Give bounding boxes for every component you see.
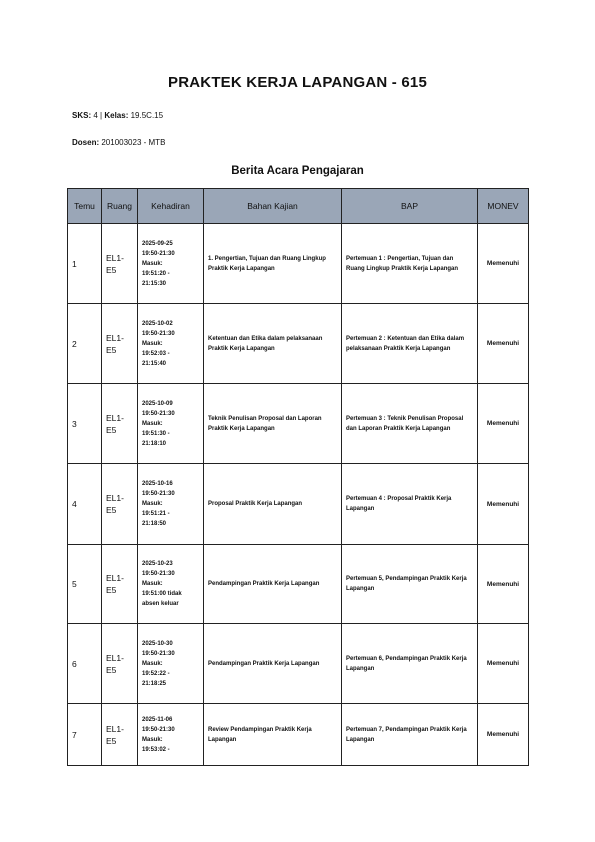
- kehadiran-line: Masuk:: [142, 420, 163, 427]
- cell-ruang: EL1-E5: [102, 304, 138, 384]
- cell-ruang: EL1-E5: [102, 224, 138, 304]
- cell-monev: Memenuhi: [478, 704, 529, 766]
- cell-temu: 3: [68, 384, 102, 464]
- kehadiran-line: 19:50-21:30: [142, 491, 175, 497]
- kehadiran-line: 19:51:30 -: [142, 430, 170, 437]
- dosen-label: Dosen:: [72, 138, 100, 147]
- kehadiran-line: absen keluar: [142, 601, 179, 607]
- cell-kehadiran: [138, 304, 204, 384]
- cell-bahan-kajian: [204, 464, 342, 545]
- lecturer-meta: [72, 138, 165, 147]
- cell-ruang: EL1-E5: [102, 545, 138, 624]
- cell-bahan-kajian: [204, 384, 342, 464]
- document-title: PRAKTEK KERJA LAPANGAN - 615: [168, 74, 427, 91]
- cell-kehadiran: [138, 384, 204, 464]
- cell-bap: [342, 304, 478, 384]
- table-row: [68, 384, 529, 464]
- cell-kehadiran: [138, 464, 204, 545]
- teaching-record-table: [67, 188, 529, 766]
- cell-ruang: EL1-E5: [102, 704, 138, 766]
- kehadiran-line: 2025-10-02: [142, 320, 173, 327]
- bahan-kajian-text: Pendampingan Praktik Kerja Lapangan: [208, 660, 320, 667]
- header-ruang: Ruang: [102, 189, 138, 224]
- dosen-value: 201003023 - MTB: [101, 138, 166, 147]
- meta-separator: |: [100, 111, 103, 120]
- kehadiran-line: Masuk:: [142, 501, 163, 507]
- cell-temu: 4: [68, 464, 102, 545]
- cell-monev: Memenuhi: [478, 304, 529, 384]
- kehadiran-line: 19:52:22 -: [142, 670, 170, 677]
- kehadiran-line: Masuk:: [142, 581, 163, 587]
- bahan-kajian-text: Teknik Penulisan Proposal dan Laporan Praktik Kerja Lapangan: [208, 415, 322, 432]
- cell-bap: [342, 224, 478, 304]
- section-title: Berita Acara Pengajaran: [231, 165, 364, 177]
- cell-ruang: EL1-E5: [102, 384, 138, 464]
- kehadiran-line: 19:51:00 tidak: [142, 591, 182, 597]
- kehadiran-line: Masuk:: [142, 660, 163, 667]
- kehadiran-line: 2025-09-25: [142, 240, 173, 247]
- bahan-kajian-text: 1. Pengertian, Tujuan dan Ruang Lingkup Praktik Kerja Lapangan: [208, 255, 326, 272]
- kehadiran-line: 19:50-21:30: [142, 726, 175, 733]
- cell-temu: 5: [68, 545, 102, 624]
- course-meta: [72, 111, 163, 120]
- cell-bap: [342, 464, 478, 545]
- kelas-label: Kelas:: [104, 111, 129, 120]
- bahan-kajian-text: Ketentuan dan Etika dalam pelaksanaan Praktik Kerja Lapangan: [208, 335, 323, 352]
- table-row: [68, 224, 529, 304]
- cell-bahan-kajian: [204, 224, 342, 304]
- kehadiran-line: Masuk:: [142, 736, 163, 743]
- kehadiran-line: 19:53:02 -: [142, 746, 170, 753]
- cell-bap: [342, 704, 478, 766]
- kehadiran-line: 19:52:03 -: [142, 350, 170, 357]
- bap-text: Pertemuan 1 : Pengertian, Tujuan dan Ruang Lingkup Praktik Kerja Lapangan: [346, 255, 459, 272]
- bahan-kajian-text: Pendampingan Praktik Kerja Lapangan: [208, 581, 320, 587]
- kehadiran-line: 19:50-21:30: [142, 250, 175, 257]
- bap-text: Pertemuan 7, Pendampingan Praktik Kerja Lapangan: [346, 726, 467, 743]
- table-row: [68, 304, 529, 384]
- kehadiran-line: 19:50-21:30: [142, 330, 175, 337]
- cell-monev: Memenuhi: [478, 545, 529, 624]
- cell-monev: Memenuhi: [478, 384, 529, 464]
- header-kehadiran: Kehadiran: [138, 189, 204, 224]
- cell-bap: [342, 624, 478, 704]
- header-temu: Temu: [68, 189, 102, 224]
- table-row: [68, 464, 529, 545]
- kehadiran-line: Masuk:: [142, 340, 163, 347]
- kehadiran-line: 2025-11-06: [142, 716, 173, 723]
- cell-bahan-kajian: [204, 704, 342, 766]
- cell-temu: 2: [68, 304, 102, 384]
- bap-text: Pertemuan 2 : Ketentuan dan Etika dalam pelaksanaan Praktik Kerja Lapangan: [346, 335, 465, 352]
- cell-temu: 1: [68, 224, 102, 304]
- kehadiran-line: 21:15:30: [142, 280, 167, 287]
- kehadiran-line: 21:15:40: [142, 360, 167, 367]
- bap-text: Pertemuan 5, Pendampingan Praktik Kerja Lapangan: [346, 576, 467, 592]
- table-header-row: [68, 189, 529, 224]
- cell-temu: 7: [68, 704, 102, 766]
- bap-text: Pertemuan 6, Pendampingan Praktik Kerja Lapangan: [346, 655, 467, 672]
- cell-ruang: EL1-E5: [102, 464, 138, 545]
- kehadiran-line: 21:18:50: [142, 521, 167, 527]
- cell-bahan-kajian: [204, 545, 342, 624]
- bahan-kajian-text: Proposal Praktik Kerja Lapangan: [208, 501, 303, 507]
- cell-bap: [342, 384, 478, 464]
- table-row: [68, 545, 529, 624]
- sks-value: 4: [93, 111, 98, 120]
- kehadiran-line: 21:18:25: [142, 680, 167, 687]
- cell-bap: [342, 545, 478, 624]
- cell-kehadiran: [138, 545, 204, 624]
- cell-ruang: EL1-E5: [102, 624, 138, 704]
- cell-monev: Memenuhi: [478, 224, 529, 304]
- cell-bahan-kajian: [204, 304, 342, 384]
- kehadiran-line: 19:50-21:30: [142, 650, 175, 657]
- kehadiran-line: Masuk:: [142, 260, 163, 267]
- cell-kehadiran: [138, 624, 204, 704]
- kehadiran-line: 19:50-21:30: [142, 571, 175, 577]
- cell-temu: 6: [68, 624, 102, 704]
- bap-text: Pertemuan 3 : Teknik Penulisan Proposal dan Laporan Praktik Kerja Lapangan: [346, 415, 464, 432]
- table-row: [68, 624, 529, 704]
- kehadiran-line: 19:50-21:30: [142, 410, 175, 417]
- cell-bahan-kajian: [204, 624, 342, 704]
- kehadiran-line: 2025-10-23: [142, 561, 173, 567]
- header-bahan-kajian: Bahan Kajian: [204, 189, 342, 224]
- cell-monev: Memenuhi: [478, 464, 529, 545]
- kehadiran-line: 2025-10-30: [142, 640, 173, 647]
- table-row: [68, 704, 529, 766]
- cell-monev: Memenuhi: [478, 624, 529, 704]
- kehadiran-line: 19:51:21 -: [142, 511, 170, 517]
- bap-text: Pertemuan 4 : Proposal Praktik Kerja Lapangan: [346, 496, 452, 512]
- kehadiran-line: 2025-10-09: [142, 400, 173, 407]
- header-monev: MONEV: [478, 189, 529, 224]
- header-bap: BAP: [342, 189, 478, 224]
- table-body: [68, 224, 529, 766]
- sks-label: SKS:: [72, 111, 92, 120]
- bahan-kajian-text: Review Pendampingan Praktik Kerja Lapangan: [208, 726, 312, 743]
- cell-kehadiran: [138, 224, 204, 304]
- kehadiran-line: 19:51:20 -: [142, 270, 170, 277]
- kelas-value: 19.5C.15: [130, 111, 164, 120]
- cell-kehadiran: [138, 704, 204, 766]
- kehadiran-line: 2025-10-16: [142, 481, 173, 487]
- kehadiran-line: 21:18:10: [142, 440, 167, 447]
